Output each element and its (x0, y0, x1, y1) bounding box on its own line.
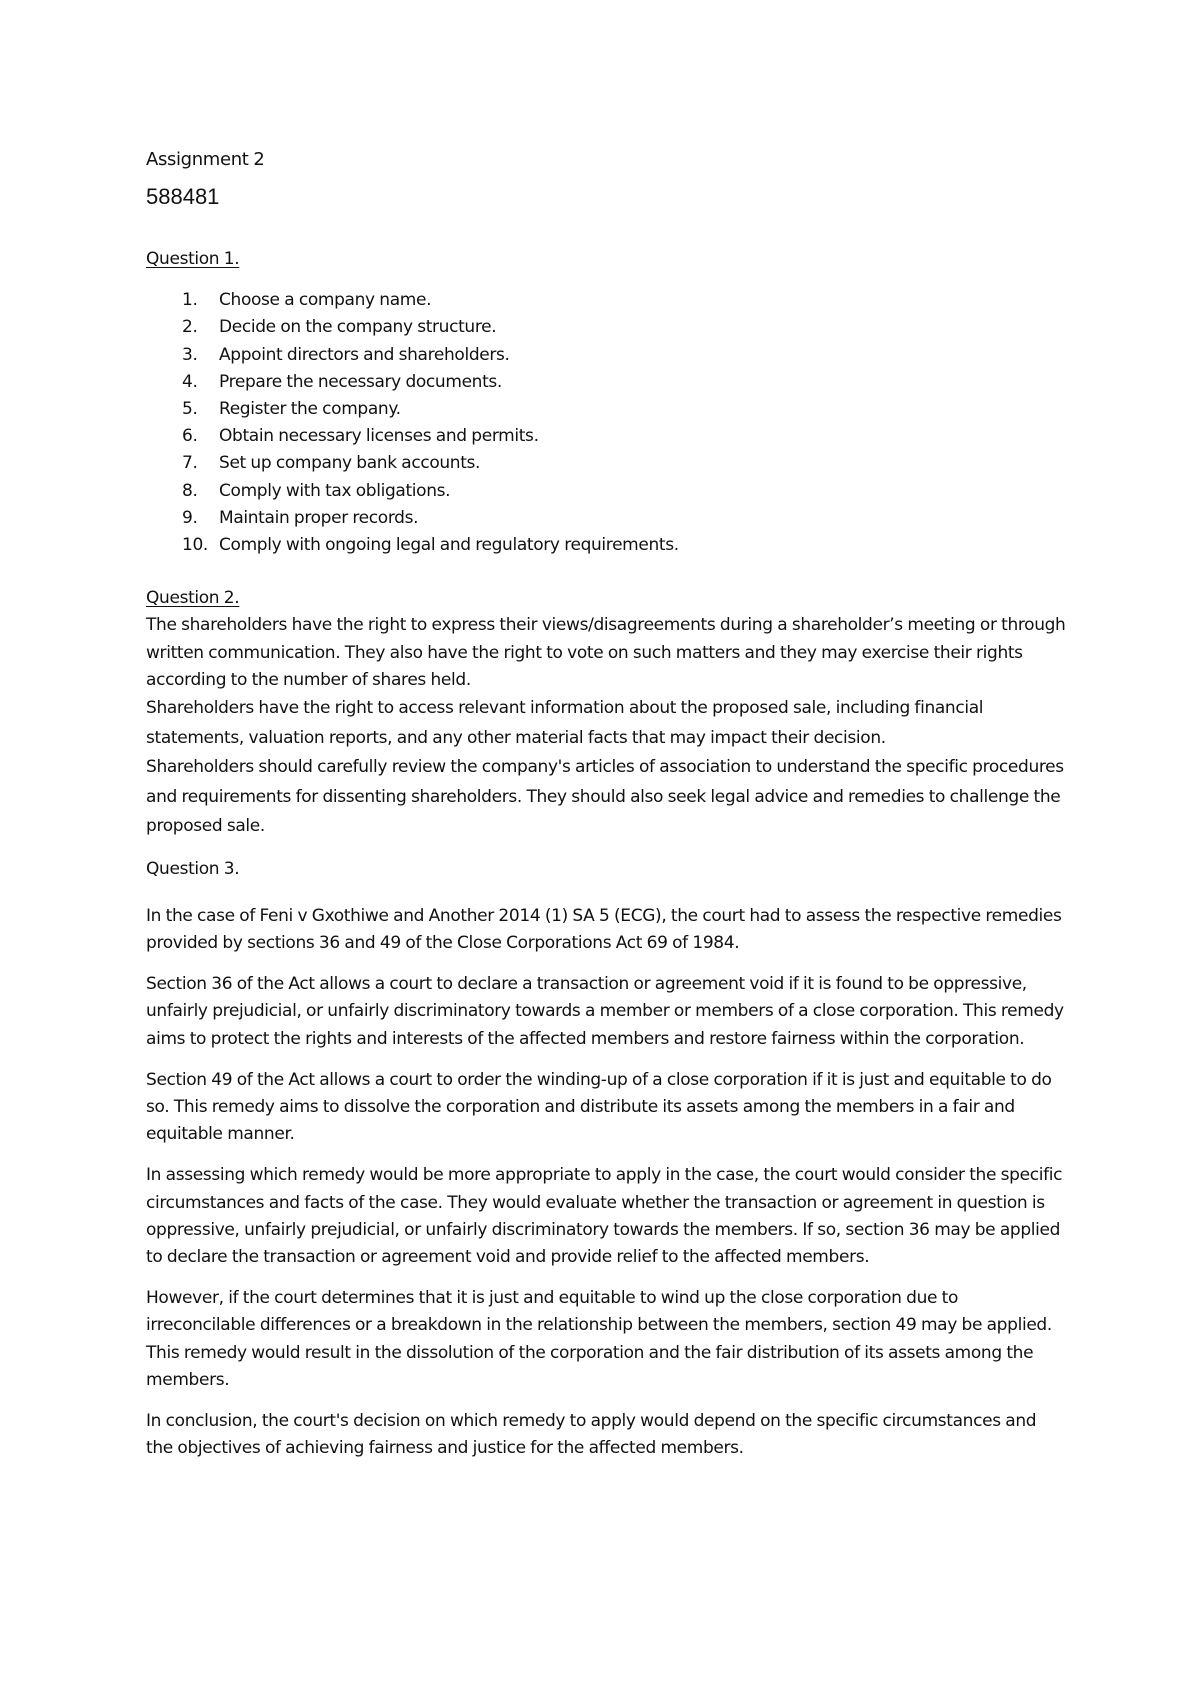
list-item (146, 450, 1066, 477)
list-item-number: 10. (182, 535, 208, 556)
list-item (146, 287, 1066, 314)
question-3-heading: Question 3. (146, 858, 240, 879)
paragraph: In conclusion, the court's decision on which remedy to apply would depend on the specific circumstances and the objectives of achieving fairness and justice for the affected members. (146, 1411, 1037, 1459)
paragraph: Section 49 of the Act allows a court to order the winding-up of a close corporation if it is just and equitable to do so. This remedy aims to dissolve the corporation and distribute its assets among the members in a fair and equitable manner. (146, 1069, 1052, 1145)
paragraph: In assessing which remedy would be more appropriate to apply in the case, the court would consider the specific circumstances and facts of the case. They would evaluate whether the transaction or agreement in question is oppressive, unfairly prejudicial, or unfairly discriminatory towards the members. If so, section 36 may be applied to declare the transaction or agreement void and provide relief to the affected members. (146, 1165, 1063, 1267)
list-item-text: Prepare the necessary documents. (219, 371, 502, 392)
document-title: Assignment 2 (146, 149, 265, 170)
list-item-number: 3. (182, 344, 198, 365)
list-item (146, 396, 1066, 423)
list-item-text: Set up company bank accounts. (219, 453, 481, 474)
question-1-steps (146, 287, 1066, 559)
list-item (146, 532, 1066, 559)
paragraph: Shareholders should carefully review the company's articles of association to understand the specific procedures and requirements for dissenting shareholders. They should also seek legal advice and remedies to challenge the proposed sale. (146, 757, 1064, 837)
paragraph: Shareholders have the right to access relevant information about the proposed sale, including financial statements, valuation reports, and any other material facts that may impact their decision. (146, 698, 984, 748)
paragraph: In the case of Feni v Gxothiwe and Another 2014 (1) SA 5 (ECG), the court had to assess the respective remedies provided by sections 36 and 49 of the Close Corporations Act 69 of 1984. (146, 905, 1062, 953)
list-item-number: 2. (182, 317, 198, 338)
list-item (146, 314, 1066, 341)
list-item-number: 5. (182, 399, 198, 420)
list-item-text: Maintain proper records. (219, 507, 419, 528)
list-item-text: Comply with tax obligations. (219, 480, 451, 501)
list-item-number: 9. (182, 507, 198, 528)
student-id: 588481 (146, 184, 220, 209)
list-item (146, 505, 1066, 532)
list-item (146, 342, 1066, 369)
list-item-number: 1. (182, 290, 198, 311)
document-body (146, 148, 1066, 1462)
question-1-heading: Question 1. (146, 249, 240, 269)
list-item-number: 6. (182, 426, 198, 447)
list-item-text: Choose a company name. (219, 290, 432, 311)
paragraph: However, if the court determines that it is just and equitable to wind up the close corporation due to irreconcilable differences or a breakdown in the relationship between the members, section 49 may be applied. This remedy would result in the dissolution of the corporation and the fair distribution of its assets among the members. (146, 1288, 1052, 1390)
paragraph: The shareholders have the right to express their views/disagreements during a shareholder’s meeting or through written communication. They also have the right to vote on such matters and they may exercise their rights according to the number of shares held. (146, 615, 1066, 690)
list-item (146, 423, 1066, 450)
question-3-answer (146, 903, 1066, 1463)
list-item-text: Comply with ongoing legal and regulatory requirements. (219, 535, 679, 556)
list-item-text: Decide on the company structure. (219, 317, 497, 338)
list-item-number: 4. (182, 371, 198, 392)
paragraph: Section 36 of the Act allows a court to declare a transaction or agreement void if it is found to be oppressive, unfairly prejudicial, or unfairly discriminatory towards a member or members of a close corporation. This remedy aims to protect the rights and interests of the affected members and restore fairness within the corporation. (146, 974, 1064, 1049)
list-item (146, 369, 1066, 396)
list-item-number: 7. (182, 453, 198, 474)
question-2-heading: Question 2. (146, 588, 240, 609)
list-item-text: Register the company. (219, 399, 401, 420)
list-item-text: Obtain necessary licenses and permits. (219, 426, 539, 447)
question-2-answer (146, 612, 1066, 841)
list-item-text: Appoint directors and shareholders. (219, 344, 510, 365)
list-item (146, 478, 1066, 505)
list-item-number: 8. (182, 480, 198, 501)
